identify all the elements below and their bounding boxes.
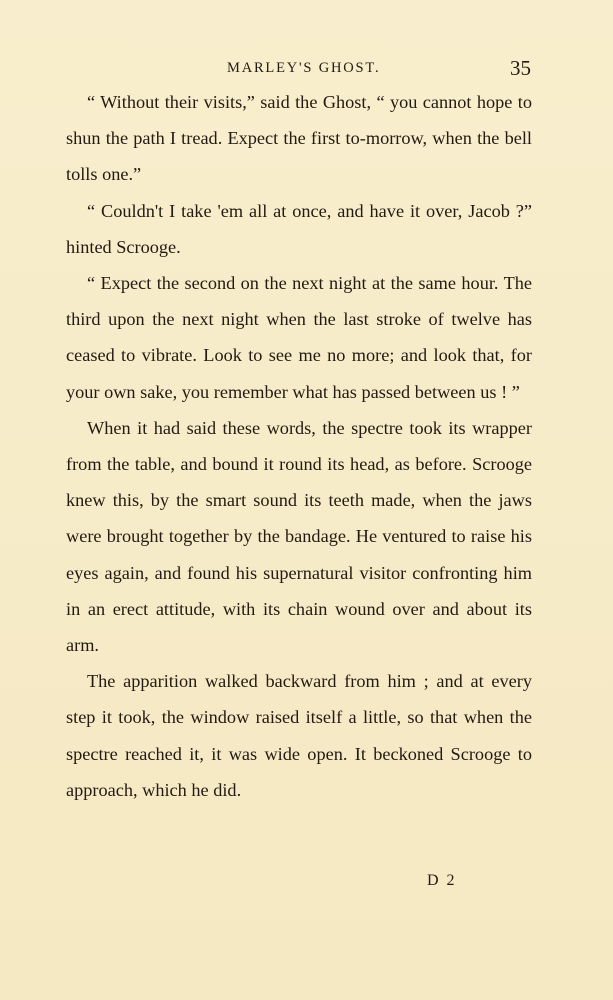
paragraph-scrooge-question: “ Couldn't I take 'em all at once, and have it over, Jacob ?” hinted Scrooge. [66, 200, 532, 257]
page-number: 35 [510, 56, 531, 80]
signature-mark: D 2 [427, 872, 457, 889]
paragraph-second-night: “ Expect the second on the next night at the same hour. The third upon the next night when the last stroke of twelve has ceased to vibrate. Look to see me no more; and look that, for your own sake, you remember what has passed between us ! ” [66, 273, 532, 402]
running-head [0, 56, 613, 80]
paragraph-spectre-wrapper: When it had said these words, the spectre took its wrapper from the table, and bound it round its head, as before. Scrooge knew this, by the smart sound its teeth made, when the jaws were brought together by the bandage. He ventured to raise his eyes again, and found his supernatural visitor confronting him in an erect attitude, with its chain wound over and about its arm. [66, 417, 532, 656]
paragraph-ghost-visits: “ Without their visits,” said the Ghost, “ you cannot hope to shun the path I tread. Expect the first to-morrow, when the bell tolls one.” [66, 92, 532, 185]
paragraph-apparition-window: The apparition walked backward from him ; and at every step it took, the window raised itself a little, so that when the spectre reached it, it was wide open. It beckoned Scrooge to approach, which he did. [66, 671, 532, 800]
body-text [66, 84, 532, 808]
chapter-title: MARLEY'S GHOST. [227, 60, 381, 76]
